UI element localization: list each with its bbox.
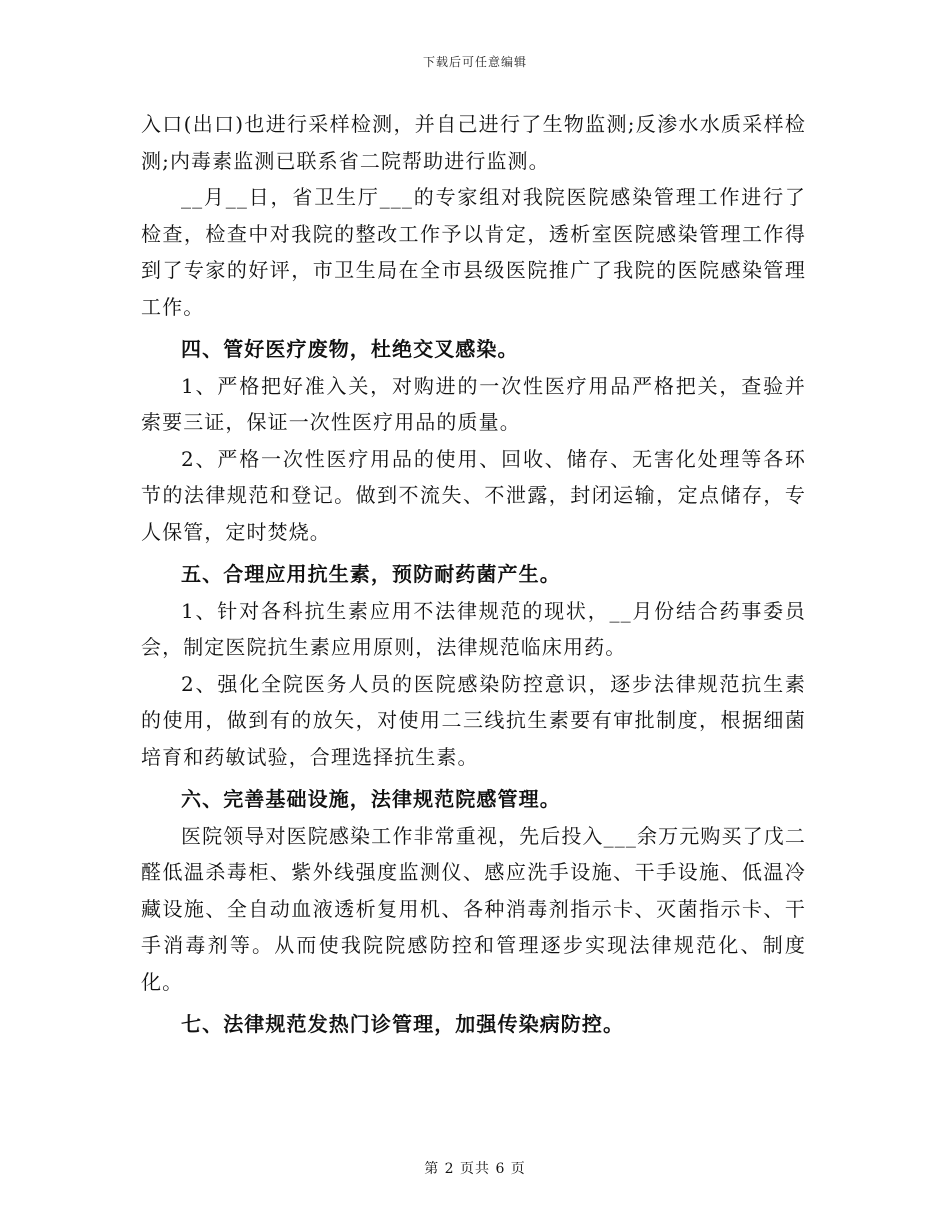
section-heading-5: 五、合理应用抗生素，预防耐药菌产生。 xyxy=(181,562,561,586)
section-heading-7: 七、法律规范发热门诊管理，加强传染病防控。 xyxy=(181,1012,625,1036)
paragraph-5-1: 1、针对各科抗生素应用不法律规范的现状，__月份结合药事委员会，制定医院抗生素应用原则，法律规范临床用药。 xyxy=(141,598,806,659)
section-heading-4: 四、管好医疗废物，杜绝交叉感染。 xyxy=(181,337,519,361)
paragraph-6-1: 医院领导对医院感染工作非常重视，先后投入___余万元购买了戊二醛低温杀毒柜、紫外线强度监测仪、感应洗手设施、干手设施、低温冷藏设施、全自动血液透析复用机、各种消毒剂指示卡、灭菌指示卡、干手消毒剂等。从而使我院院感防控和管理逐步实现法律规范化、制度化。 xyxy=(141,823,806,994)
document-body xyxy=(141,106,806,1043)
paragraph-inspection: __月__日，省卫生厅___的专家组对我院医院感染管理工作进行了检查，检查中对我院的整改工作予以肯定，透析室医院感染管理工作得到了专家的好评，市卫生局在全市县级医院推广了我院的医院感染管理工作。 xyxy=(141,185,806,319)
section-heading-6: 六、完善基础设施，法律规范院感管理。 xyxy=(181,787,561,811)
page-footer: 第 2 页共 6 页 xyxy=(424,1161,526,1177)
paragraph-5-2: 2、强化全院医务人员的医院感染防控意识，逐步法律规范抗生素的使用，做到有的放矢，对使用二三线抗生素要有审批制度，根据细菌培育和药敏试验，合理选择抗生素。 xyxy=(141,671,806,769)
paragraph-4-1: 1、严格把好准入关，对购进的一次性医疗用品严格把关，查验并索要三证，保证一次性医疗用品的质量。 xyxy=(141,373,806,434)
page-header: 下载后可任意编辑 xyxy=(422,55,527,69)
paragraph-continued: 入口(出口)也进行采样检测，并自己进行了生物监测;反渗水水质采样检测;内毒素监测已联系省二院帮助进行监测。 xyxy=(141,112,806,173)
paragraph-4-2: 2、严格一次性医疗用品的使用、回收、储存、无害化处理等各环节的法律规范和登记。做到不流失、不泄露，封闭运输，定点储存，专人保管，定时焚烧。 xyxy=(141,446,806,544)
